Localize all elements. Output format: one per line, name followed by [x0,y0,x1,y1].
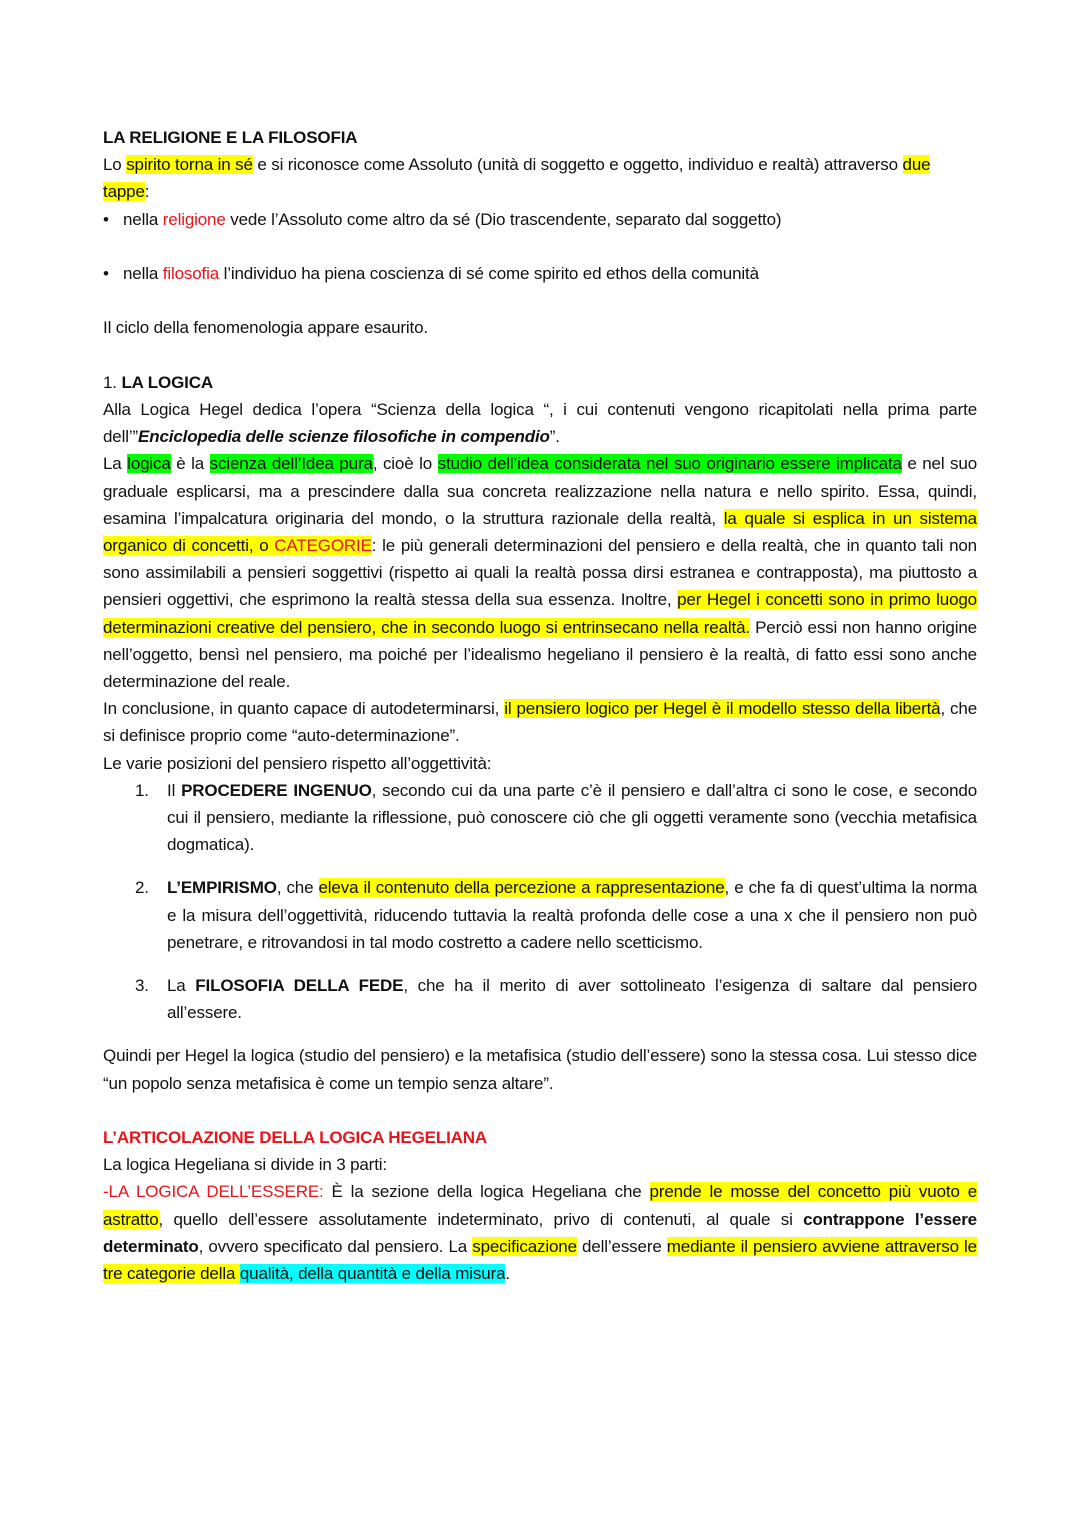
text-run: religione [162,209,226,229]
blank-line [103,287,977,314]
text-run: contrappone l’essere determinato [103,1209,977,1256]
blank-line [103,233,977,260]
text-run: Il ciclo della fenomenologia appare esaurito. [103,318,428,338]
text-run: L’EMPIRISMO [167,878,277,898]
text-run: , che si definisce proprio come “auto-determinazione”. [103,699,977,746]
paragraph [103,369,977,396]
blank-line [103,342,977,369]
text-run: La logica Hegeliana si divide in 3 parti: [103,1155,387,1175]
text-run: l’individuo ha piena coscienza di sé come spirito ed ethos della comunità [219,264,759,283]
bullet-item [103,206,977,233]
paragraph [103,1124,977,1151]
list-number: 2. [135,878,149,898]
highlighted-text: spirito torna in sé [126,155,253,175]
text-run: Perciò essi non hanno origine nell’oggetto, bensì nel pensiero, ma poiché per l’idealismo hegeliano il pensiero è la realtà, di fatto essi sono anche determinazione del reale. [103,617,977,692]
text-run: nella [123,209,163,229]
paragraph [103,151,977,205]
text-run: , che ha il merito di aver sottolineato l’esigenza di saltare dal pensiero all’essere. [167,976,977,1023]
bullet-item [103,260,977,287]
text-run: , e che fa di quest’ultima la norma e la misura dell’oggettività, riducendo tuttavia la realtà profonda delle cose a una x che il pensiero non può penetrare, e ritrovandosi in tal modo costretto a cadere nello scetticismo. [167,878,978,952]
numbered-list-item [103,874,977,956]
paragraph [103,1042,977,1096]
text-run: Il [167,780,182,800]
text-run: , quello dell’essere assolutamente indeterminato, privo di contenuti, al quale si [158,1209,804,1229]
numbered-list-item [103,777,977,859]
text-run: , secondo cui da una parte c’è il pensiero e dall’altra ci sono le cose, e secondo cui il pensiero, mediante la riflessione, può conoscere ciò che gli oggetti veramente sono (vecchia metafisica dogmatica). [167,780,978,855]
highlighted-text: prende le mosse del concetto più vuoto e astratto [103,1182,978,1229]
text-run: : le più generali determinazioni del pensiero e della realtà, che in quanto tali non sono assimilabili a pensieri soggettivi (rispetto ai quali la realtà possa dirsi estranea e contrapposta), ma piuttosto a pensieri oggettivi, che esprimono la realtà stessa della sua essenza. Inoltre, [103,536,977,610]
text-run: 1. [103,372,122,392]
text-run: Quindi per Hegel la logica (studio del pensiero) e la metafisica (studio dell’essere) sono la stessa cosa. Lui stesso dice “un popolo senza metafisica è come un tempio senza altare”. [103,1046,977,1093]
paragraph [103,396,977,450]
highlighted-text: studio dell’idea considerata nel suo originario essere implicata [437,454,902,474]
highlighted-text: il pensiero logico per Hegel è il modello stesso della libertà [504,699,941,719]
text-run: La [103,454,128,474]
text-run: LA RELIGIONE E LA FILOSOFIA [103,128,358,147]
text-run: filosofia [162,264,220,283]
paragraph [103,450,977,695]
section-title [103,124,977,151]
text-run: e si riconosce come Assoluto (unità di soggetto e oggetto, individuo e realtà) attraverso [252,155,903,175]
highlighted-text: la quale si esplica in un sistema organico di concetti, o [103,508,977,555]
highlighted-text: logica [127,454,171,474]
highlighted-text: due tappe [103,155,931,202]
highlighted-text: qualità, della quantità e della misura [239,1264,506,1284]
text-run: . [505,1264,510,1284]
text-run: Le varie posizioni del pensiero rispetto all’oggettività: [103,753,492,773]
text-run: È la sezione della logica Hegeliana che [323,1182,650,1202]
text-run: nella [123,264,163,283]
highlighted-text: mediante il pensiero avviene attraverso le tre categorie della [103,1236,977,1284]
text-run: LA LOGICA [121,372,213,392]
paragraph [103,314,977,341]
text-run: FILOSOFIA DELLA FEDE [195,976,404,996]
text-run: , che [276,878,319,898]
bullet-icon: • [103,209,109,229]
text-run: ”. [549,427,560,447]
text-run: La [167,976,196,996]
text-run: -LA LOGICA DELL’ESSERE: [103,1182,324,1202]
highlighted-text: CATEGORIE [274,536,372,555]
highlighted-text: specificazione [472,1236,577,1256]
text-run: L’ARTICOLAZIONE DELLA LOGICA HEGELIANA [103,1128,488,1148]
text-run: PROCEDERE INGENUO [181,780,372,800]
text-run: : [144,182,150,202]
bullet-icon: • [103,264,109,283]
paragraph [103,695,977,749]
document-page [103,124,977,1287]
paragraph [103,1151,977,1178]
numbered-list-item [103,972,977,1026]
text-run: Alla Logica Hegel dedica l’opera “Scienza della logica “, i cui contenuti vengono ricapitolati nella prima parte dell’” [103,399,977,447]
text-run: , ovvero specificato dal pensiero. La [198,1236,473,1256]
text-run: Enciclopedia delle scienze filosofiche in compendio [138,427,550,447]
paragraph [103,1178,977,1287]
blank-line [103,1097,977,1124]
list-number: 1. [135,780,149,800]
highlighted-text: scienza dell’Idea pura [209,454,373,474]
text-run: Lo [103,155,127,175]
text-run: e nel suo graduale esplicarsi, ma a prescindere dalla sua concreta realizzazione nella natura e nello spirito. Essa, quindi, esamina l’impalcatura originaria del mondo, o la struttura razionale della realtà, [103,454,977,528]
highlighted-text: per Hegel i concetti sono in primo luogo determinazioni creative del pensiero, che in secondo luogo si entrinsecano nella realtà. [103,590,977,637]
paragraph [103,750,977,777]
text-run: , cioè lo [372,454,438,474]
text-run: vede l’Assoluto come altro da sé (Dio trascendente, separato dal soggetto) [225,209,782,229]
list-number: 3. [135,976,149,996]
text-run: In conclusione, in quanto capace di autodeterminarsi, [103,699,505,719]
highlighted-text: eleva il contenuto della percezione a rappresentazione [318,878,725,898]
text-run: dell’essere [576,1236,667,1256]
text-run: è la [170,454,210,474]
